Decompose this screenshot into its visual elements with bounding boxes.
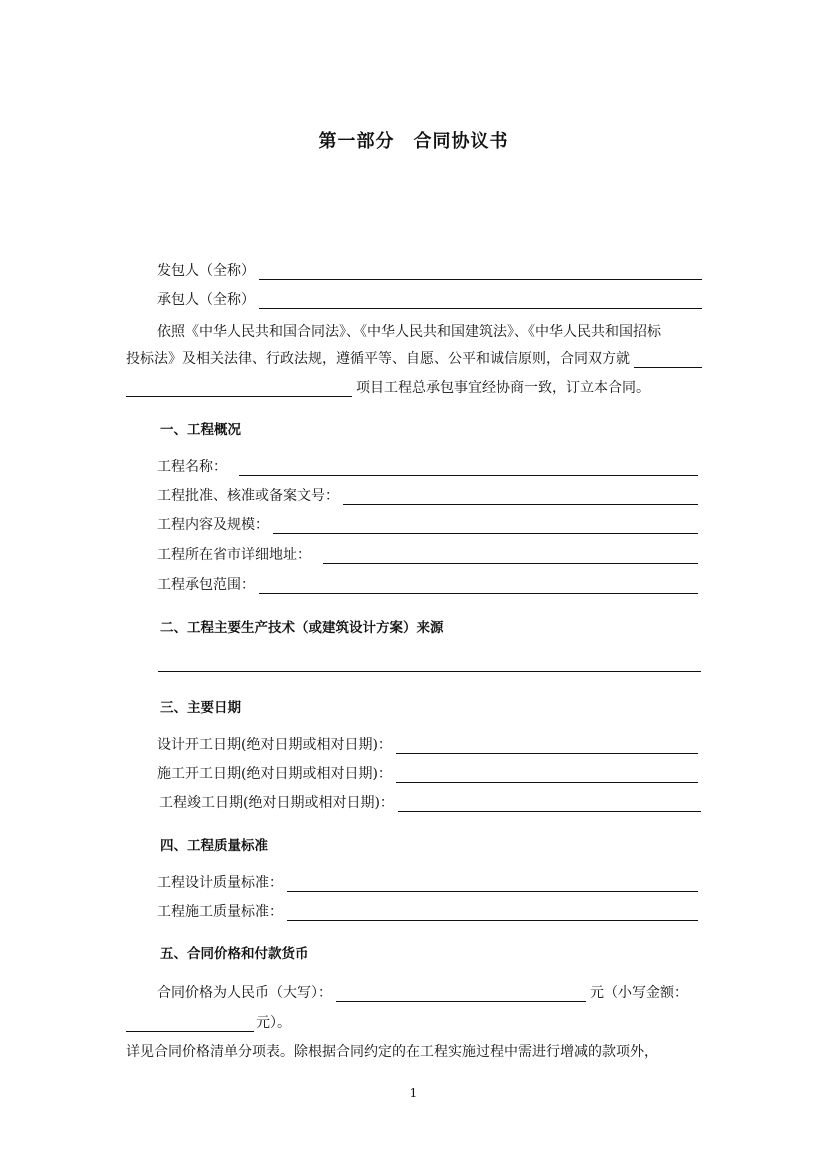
scope-label: 工程承包范围： bbox=[157, 577, 255, 593]
approval-blank[interactable] bbox=[343, 489, 698, 505]
price-uppercase-blank[interactable] bbox=[336, 986, 586, 1002]
design-quality-field bbox=[157, 872, 698, 892]
construction-start-label: 施工开工日期(绝对日期或相对日期)： bbox=[157, 766, 392, 782]
address-field bbox=[157, 544, 698, 564]
construction-quality-field bbox=[157, 901, 698, 921]
content-label: 工程内容及规模： bbox=[157, 517, 269, 533]
design-start-field bbox=[157, 734, 698, 754]
page-title: 第一部分 合同协议书 bbox=[318, 131, 509, 152]
project-name-label: 工程名称： bbox=[157, 459, 227, 475]
project-name-blank[interactable] bbox=[239, 460, 698, 476]
price-field bbox=[157, 982, 702, 1002]
section1-heading: 一、工程概况 bbox=[160, 422, 241, 438]
contractor-field bbox=[157, 289, 702, 309]
construction-start-blank[interactable] bbox=[396, 767, 698, 783]
completion-field bbox=[159, 792, 701, 812]
intro-line-2-row bbox=[126, 348, 702, 368]
intro-line-3-row bbox=[126, 377, 686, 397]
content-field bbox=[157, 514, 698, 534]
price-yuan-small-label: 元（小写金额： bbox=[590, 985, 688, 1001]
design-start-blank[interactable] bbox=[396, 738, 698, 754]
project-blank-2[interactable] bbox=[126, 381, 352, 397]
section3-heading: 三、主要日期 bbox=[160, 700, 241, 716]
scope-blank[interactable] bbox=[259, 578, 698, 594]
completion-label: 工程竣工日期(绝对日期或相对日期)： bbox=[159, 795, 394, 811]
project-name-field bbox=[157, 456, 698, 476]
approval-field bbox=[157, 485, 698, 505]
price-yuan-close: 元）。 bbox=[256, 1015, 291, 1031]
design-quality-blank[interactable] bbox=[287, 876, 698, 892]
technology-source-blank[interactable] bbox=[158, 671, 701, 672]
contractor-blank[interactable] bbox=[259, 293, 702, 309]
section2-heading: 二、工程主要生产技术（或建筑设计方案）来源 bbox=[160, 620, 444, 636]
section5-heading: 五、合同价格和付款货币 bbox=[160, 946, 309, 962]
price-label: 合同价格为人民币（大写）： bbox=[157, 985, 332, 1001]
scope-field bbox=[157, 574, 698, 594]
design-quality-label: 工程设计质量标准： bbox=[157, 875, 283, 891]
price-detail-text: 详见合同价格清单分项表。除根据合同约定的在工程实施过程中需进行增减的款项外， bbox=[126, 1044, 658, 1060]
price-small-field bbox=[126, 1012, 426, 1032]
design-start-label: 设计开工日期(绝对日期或相对日期)： bbox=[157, 737, 392, 753]
intro-line-3: 项目工程总承包事宜经协商一致，订立本合同。 bbox=[356, 380, 650, 396]
employer-field bbox=[157, 260, 702, 280]
page-number: 1 bbox=[409, 1086, 418, 1100]
project-blank-1[interactable] bbox=[634, 352, 702, 368]
price-lowercase-blank[interactable] bbox=[126, 1016, 254, 1032]
construction-start-field bbox=[157, 763, 698, 783]
section4-heading: 四、工程质量标准 bbox=[160, 838, 268, 854]
approval-label: 工程批准、核准或备案文号： bbox=[157, 488, 339, 504]
intro-line-1: 依照《中华人民共和国合同法》、《中华人民共和国建筑法》、《中华人民共和国招标 bbox=[157, 324, 661, 340]
completion-blank[interactable] bbox=[398, 796, 701, 812]
construction-quality-label: 工程施工质量标准： bbox=[157, 904, 283, 920]
address-blank[interactable] bbox=[323, 548, 698, 564]
employer-label: 发包人（全称） bbox=[157, 263, 255, 279]
content-blank[interactable] bbox=[273, 518, 698, 534]
contractor-label: 承包人（全称） bbox=[157, 292, 255, 308]
construction-quality-blank[interactable] bbox=[287, 905, 698, 921]
address-label: 工程所在省市详细地址： bbox=[157, 547, 311, 563]
employer-blank[interactable] bbox=[259, 264, 702, 280]
intro-line-2: 投标法》及相关法律、行政法规，遵循平等、自愿、公平和诚信原则，合同双方就 bbox=[126, 351, 630, 367]
